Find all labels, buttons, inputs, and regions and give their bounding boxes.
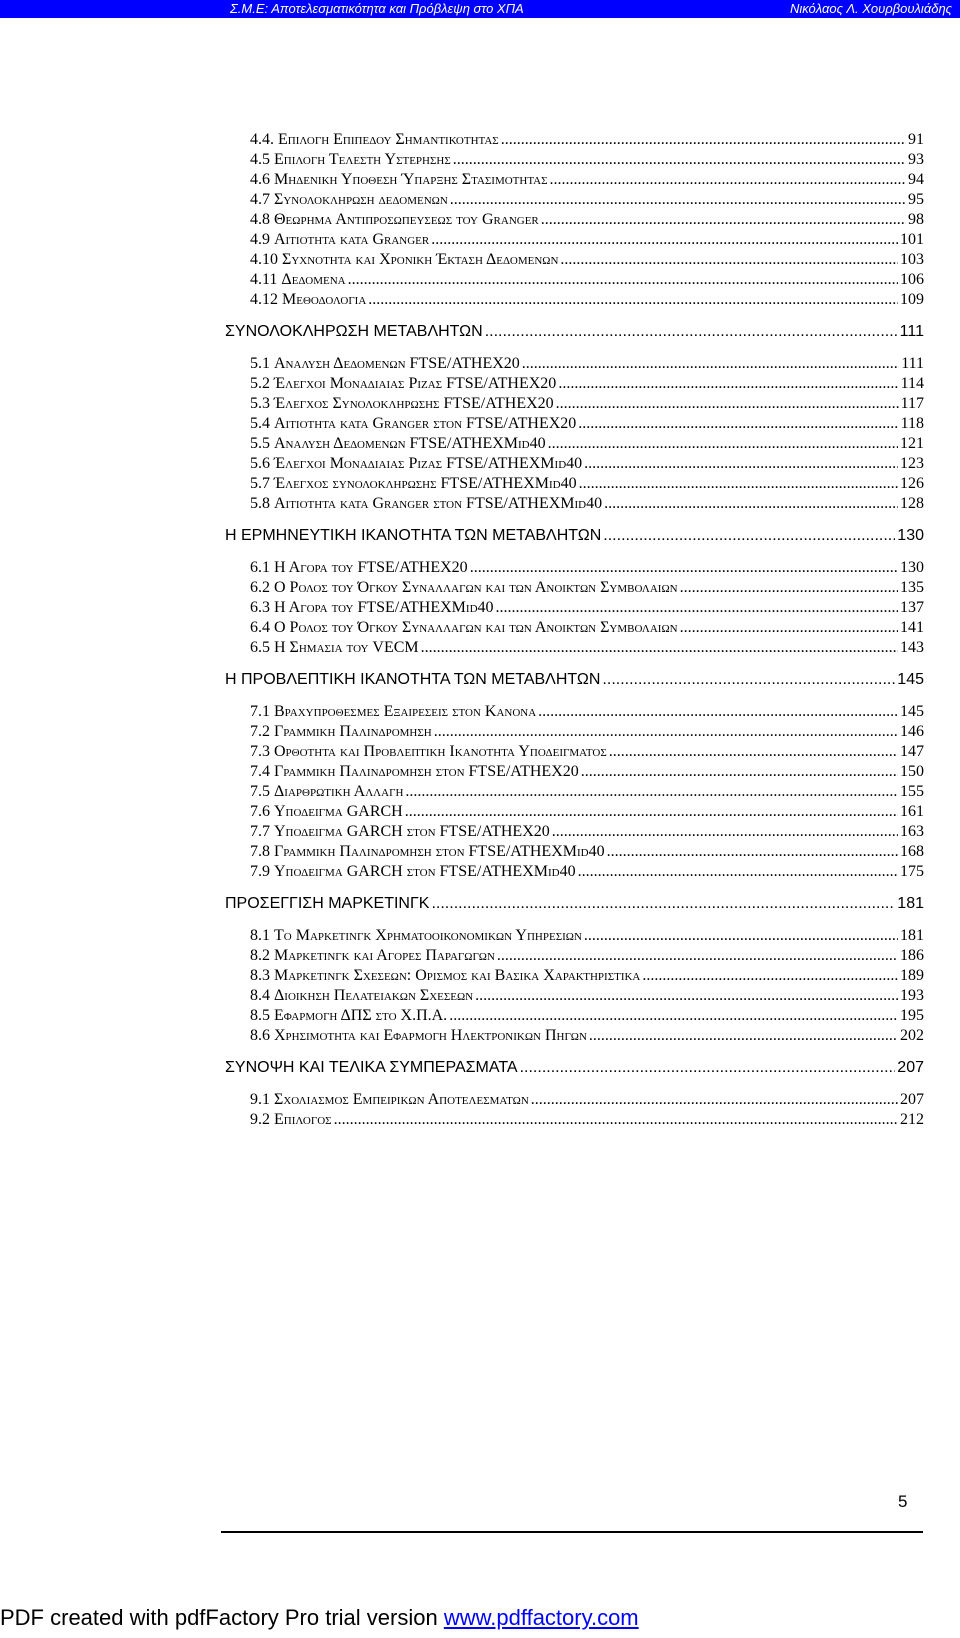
toc-entry-page: 123	[900, 455, 924, 472]
toc-leader-dots	[602, 667, 895, 693]
toc-leader-dots	[603, 523, 895, 549]
toc-entry-title: Έλεγχοι Μοναδιαιας Ριζας FTSE/ATHEXMid40	[274, 455, 583, 472]
toc-section-entry[interactable]	[250, 558, 924, 578]
toc-entry-title: Συχνοτητα και Χρονικη Έκταση Δεδομενων	[282, 251, 559, 268]
toc-leader-dots	[497, 946, 898, 966]
toc-entry-label	[250, 986, 473, 1006]
toc-entry-label	[250, 290, 366, 310]
toc-entry-number: 4.12	[250, 291, 278, 308]
toc-chapter-entry[interactable]	[225, 1055, 924, 1081]
toc-entry-title: Μαρκετινγκ Σχεσεων: Ορισμος και Βασικα Χαρακτηριστικα	[274, 967, 641, 984]
toc-entry-title: Διαρθρωτικη Αλλαγη	[274, 783, 404, 800]
toc-leader-dots	[556, 394, 899, 414]
toc-entry-title: Ο Ρολος του Όγκου Συναλλαγων και των Ανοικτων Συμβολαιων	[274, 619, 678, 636]
toc-entry-number: 9.2	[250, 1111, 270, 1128]
toc-section-entry[interactable]	[250, 1006, 924, 1026]
toc-entry-label	[250, 210, 539, 230]
toc-entry-label	[250, 722, 432, 742]
toc-section-entry[interactable]	[250, 230, 924, 250]
toc-entry-label	[250, 1090, 529, 1110]
toc-entry-label	[250, 394, 554, 414]
toc-entry-title: Ο Ρολος του Όγκου Συναλλαγων και των Ανοικτων Συμβολαιων	[274, 579, 678, 596]
toc-entry-label	[250, 374, 556, 394]
toc-entry-label	[225, 523, 601, 549]
toc-entry-title: Αιτιοτητα κατα Granger στον FTSE/ATHEX20	[274, 415, 577, 432]
toc-entry-title: Μεθοδολογια	[282, 291, 367, 308]
toc-entry-number: 8.2	[250, 947, 270, 964]
toc-entry-number: 7.3	[250, 743, 270, 760]
toc-entry-label	[250, 170, 548, 190]
toc-entry-number: 7.8	[250, 843, 270, 860]
toc-entry-title: Σχολιασμος Εμπειρικων Αποτελεσματων	[274, 1091, 529, 1108]
toc-entry-number: 6.4	[250, 619, 270, 636]
toc-leader-dots	[642, 966, 898, 986]
toc-entry-title: Υποδειγμα GARCH στον FTSE/ATHEX20	[274, 823, 550, 840]
toc-section-entry[interactable]	[250, 966, 924, 986]
toc-entry-label	[250, 230, 429, 250]
toc-entry-label	[250, 946, 495, 966]
toc-entry-number: 7.1	[250, 703, 270, 720]
toc-section-entry[interactable]	[250, 926, 924, 946]
toc-entry-page: 93	[908, 151, 924, 168]
toc-entry-number: 4.5	[250, 151, 270, 168]
toc-chapter-entry[interactable]	[225, 891, 924, 917]
toc-entry-page: 207	[900, 1091, 924, 1108]
toc-section-entry[interactable]	[250, 190, 924, 210]
toc-entry-number: 6.3	[250, 599, 270, 616]
toc-entry-page: 130	[900, 559, 924, 576]
toc-section-entry[interactable]	[250, 354, 924, 374]
toc-entry-label	[225, 667, 600, 693]
toc-entry-title: Επιλογη Τελεστη Υστερησης	[274, 151, 451, 168]
toc-section-entry[interactable]	[250, 130, 924, 150]
toc-section-entry[interactable]	[250, 270, 924, 290]
toc-leader-dots	[584, 454, 898, 474]
toc-entry-label	[250, 474, 577, 494]
toc-entry-label	[250, 190, 448, 210]
toc-entry-title: Μηδενικη Υποθεση Ύπαρξης Στασιμοτητας	[274, 171, 548, 188]
toc-entry-title: Επιλογη Επιπεδου Σημαντικοτητας	[278, 131, 499, 148]
running-header	[0, 0, 960, 18]
toc-entry-number: 8.3	[250, 967, 270, 984]
toc-leader-dots	[520, 1055, 896, 1081]
toc-leader-dots	[431, 891, 895, 917]
toc-entry-page: 155	[900, 783, 924, 800]
toc-entry-number: 4.4.	[250, 131, 274, 148]
toc-entry-page: 212	[900, 1111, 924, 1128]
toc-leader-dots	[541, 210, 906, 230]
toc-leader-dots	[434, 722, 898, 742]
toc-entry-label	[250, 782, 403, 802]
toc-section-entry[interactable]	[250, 702, 924, 722]
toc-leader-dots	[607, 842, 898, 862]
toc-entry-title: Υποδειγμα GARCH	[274, 803, 403, 820]
toc-section-entry[interactable]	[250, 374, 924, 394]
toc-entry-label	[250, 822, 550, 842]
toc-entry-number: 7.4	[250, 763, 270, 780]
toc-entry-page: 141	[900, 619, 924, 636]
toc-leader-dots	[579, 474, 898, 494]
toc-leader-dots	[550, 170, 906, 190]
toc-section-entry[interactable]	[250, 1110, 924, 1130]
toc-entry-title: Εφαρμογη ΔΠΣ στο Χ.Π.Α.	[274, 1007, 448, 1024]
toc-entry-label	[250, 150, 451, 170]
toc-leader-dots	[421, 638, 898, 658]
toc-entry-page: 181	[900, 927, 924, 944]
toc-leader-dots	[680, 618, 898, 638]
toc-entry-title: Διοικηση Πελατειακων Σχεσεων	[274, 987, 474, 1004]
toc-leader-dots	[531, 1090, 898, 1110]
toc-section-entry[interactable]	[250, 250, 924, 270]
toc-entry-page: 202	[900, 1027, 924, 1044]
toc-section-entry[interactable]	[250, 210, 924, 230]
toc-entry-number: 8.4	[250, 987, 270, 1004]
toc-entry-number: 5.3	[250, 395, 270, 412]
toc-entry-page: 111	[901, 355, 924, 372]
toc-entry-label	[225, 1055, 518, 1081]
toc-section-entry[interactable]	[250, 742, 924, 762]
toc-entry-page: 137	[900, 599, 924, 616]
toc-entry-number: 7.6	[250, 803, 270, 820]
toc-entry-number: 5.1	[250, 355, 270, 372]
toc-leader-dots	[334, 1110, 898, 1130]
toc-entry-number: 5.7	[250, 475, 270, 492]
toc-section-entry[interactable]	[250, 414, 924, 434]
toc-entry-title: ΠΡΟΣΕΓΓΙΣΗ ΜΑΡΚΕΤΙΝΓΚ	[225, 895, 430, 912]
toc-entry-page: 114	[900, 375, 924, 392]
pdf-creator-note	[0, 1605, 639, 1631]
toc-leader-dots	[501, 130, 906, 150]
toc-entry-number: 5.5	[250, 435, 270, 452]
toc-entry-page: 207	[897, 1059, 924, 1076]
toc-section-entry[interactable]	[250, 170, 924, 190]
toc-entry-page: 106	[900, 271, 924, 288]
toc-section-entry[interactable]	[250, 394, 924, 414]
toc-entry-number: 7.5	[250, 783, 270, 800]
toc-entry-label	[250, 578, 678, 598]
toc-section-entry[interactable]	[250, 802, 924, 822]
toc-entry-title: Γραμμικη Παλινδρομηση	[274, 723, 432, 740]
toc-entry-page: 145	[897, 671, 924, 688]
toc-entry-title: Γραμμικη Παλινδρομηση στον FTSE/ATHEXMid40	[274, 843, 605, 860]
toc-entry-label	[250, 638, 419, 658]
toc-entry-page: 186	[900, 947, 924, 964]
toc-leader-dots	[552, 822, 898, 842]
pdffactory-link[interactable]: www.pdffactory.com	[443, 1605, 639, 1630]
toc-entry-title: Έλεγχος Συνολοκληρωσης FTSE/ATHEX20	[274, 395, 554, 412]
toc-entry-label	[250, 250, 558, 270]
toc-leader-dots	[680, 578, 898, 598]
toc-entry-label	[250, 494, 602, 514]
toc-entry-number: 5.4	[250, 415, 270, 432]
toc-section-entry[interactable]	[250, 986, 924, 1006]
toc-entry-page: 98	[908, 211, 924, 228]
toc-entry-label	[250, 742, 607, 762]
toc-entry-label	[250, 270, 346, 290]
toc-leader-dots	[578, 414, 898, 434]
toc-entry-number: 6.5	[250, 639, 270, 656]
toc-entry-label	[250, 414, 576, 434]
toc-entry-title: Έλεγχοι Μοναδιαιας Ριζας FTSE/ATHEX20	[274, 375, 557, 392]
toc-entry-label	[250, 1006, 447, 1026]
toc-entry-title: Γραμμικη Παλινδρομηση στον FTSE/ATHEX20	[274, 763, 579, 780]
toc-entry-number: 8.1	[250, 927, 270, 944]
toc-section-entry[interactable]	[250, 494, 924, 514]
toc-entry-title: Χρησιμοτητα και Εφαρμογη Ηλεκτρονικων Πηγων	[274, 1027, 587, 1044]
toc-leader-dots	[578, 862, 898, 882]
toc-leader-dots	[431, 230, 898, 250]
toc-section-entry[interactable]	[250, 862, 924, 882]
toc-entry-title: Η Αγορα του FTSE/ATHEXMid40	[274, 599, 494, 616]
toc-entry-page: 128	[900, 495, 924, 512]
toc-entry-number: 6.1	[250, 559, 270, 576]
toc-entry-title: Αιτιοτητα κατα Granger στον FTSE/ATHEXMid40	[274, 495, 603, 512]
toc-entry-label	[250, 1026, 587, 1046]
toc-entry-title: Αναλυση Δεδομενων FTSE/ATHEX20	[274, 355, 520, 372]
page-number: 5	[898, 1492, 908, 1511]
toc-section-entry[interactable]	[250, 842, 924, 862]
toc-entry-number: 5.8	[250, 495, 270, 512]
toc-section-entry[interactable]	[250, 946, 924, 966]
toc-section-entry[interactable]	[250, 434, 924, 454]
toc-entry-title: Μαρκετινγκ και Αγορες Παραγωγων	[274, 947, 495, 964]
toc-entry-page: 193	[900, 987, 924, 1004]
toc-entry-page: 111	[899, 323, 924, 340]
toc-chapter-entry[interactable]	[225, 523, 924, 549]
toc-entry-label	[250, 862, 576, 882]
toc-entry-page: 130	[897, 527, 924, 544]
toc-entry-number: 9.1	[250, 1091, 270, 1108]
toc-entry-page: 94	[908, 171, 924, 188]
toc-entry-page: 101	[900, 231, 924, 248]
toc-entry-title: Θεωρημα Αντιπροσωπευσεως του Granger	[274, 211, 539, 228]
table-of-contents	[225, 130, 924, 1130]
toc-entry-title: Η ΕΡΜΗΝΕΥΤΙΚΗ ΙΚΑΝΟΤΗΤΑ ΤΩΝ ΜΕΤΑΒΛΗΤΩΝ	[225, 527, 602, 544]
toc-entry-page: 195	[900, 1007, 924, 1024]
toc-entry-page: 121	[900, 435, 924, 452]
toc-entry-page: 175	[900, 863, 924, 880]
toc-entry-title: Το Μαρκετινγκ Χρηματοοικονομικων Υπηρεσιων	[274, 927, 582, 944]
toc-leader-dots	[449, 1006, 898, 1026]
toc-entry-number: 4.11	[250, 271, 278, 288]
toc-entry-label	[250, 558, 468, 578]
toc-entry-number: 8.6	[250, 1027, 270, 1044]
toc-entry-label	[250, 434, 546, 454]
toc-entry-title: ΣΥΝΟΨΗ ΚΑΙ ΤΕΛΙΚΑ ΣΥΜΠΕΡΑΣΜΑΤΑ	[225, 1059, 518, 1076]
toc-entry-page: 145	[900, 703, 924, 720]
toc-leader-dots	[581, 762, 898, 782]
toc-entry-page: 150	[900, 763, 924, 780]
toc-leader-dots	[470, 558, 898, 578]
toc-entry-page: 117	[900, 395, 924, 412]
toc-section-entry[interactable]	[250, 454, 924, 474]
toc-entry-title: Η Σημασια του VECM	[274, 639, 419, 656]
toc-entry-label	[250, 762, 579, 782]
toc-entry-number: 4.6	[250, 171, 270, 188]
toc-entry-number: 5.6	[250, 455, 270, 472]
toc-entry-label	[250, 966, 640, 986]
toc-section-entry[interactable]	[250, 578, 924, 598]
toc-entry-label	[250, 354, 520, 374]
toc-entry-number: 7.7	[250, 823, 270, 840]
toc-entry-title: Αιτιοτητα κατα Granger	[274, 231, 430, 248]
toc-entry-number: 4.10	[250, 251, 278, 268]
toc-entry-title: Υποδειγμα GARCH στον FTSE/ATHEXMid40	[274, 863, 576, 880]
toc-leader-dots	[560, 250, 898, 270]
toc-entry-page: 163	[900, 823, 924, 840]
toc-section-entry[interactable]	[250, 762, 924, 782]
toc-entry-number: 4.8	[250, 211, 270, 228]
toc-leader-dots	[604, 494, 898, 514]
toc-entry-title: Η ΠΡΟΒΛΕΠΤΙΚΗ ΙΚΑΝΟΤΗΤΑ ΤΩΝ ΜΕΤΑΒΛΗΤΩΝ	[225, 671, 601, 688]
toc-entry-label	[225, 319, 483, 345]
toc-entry-number: 4.7	[250, 191, 270, 208]
toc-entry-title: Η Αγορα του FTSE/ATHEX20	[274, 559, 468, 576]
toc-entry-title: Δεδομενα	[281, 271, 346, 288]
toc-chapter-entry[interactable]	[225, 667, 924, 693]
toc-leader-dots	[589, 1026, 898, 1046]
toc-entry-label	[250, 842, 605, 862]
toc-entry-label	[250, 1110, 332, 1130]
toc-section-entry[interactable]	[250, 1026, 924, 1046]
toc-leader-dots	[538, 702, 898, 722]
toc-entry-page: 161	[900, 803, 924, 820]
toc-section-entry[interactable]	[250, 1090, 924, 1110]
toc-section-entry[interactable]	[250, 618, 924, 638]
toc-entry-page: 143	[900, 639, 924, 656]
toc-entry-number: 4.9	[250, 231, 270, 248]
toc-entry-label	[250, 926, 582, 946]
toc-entry-label	[250, 454, 582, 474]
toc-leader-dots	[405, 782, 898, 802]
toc-leader-dots	[485, 319, 898, 345]
toc-entry-label	[250, 598, 494, 618]
toc-entry-title: Έλεγχος συνολοκληρωσης FTSE/ATHEXMid40	[274, 475, 577, 492]
toc-entry-number: 8.5	[250, 1007, 270, 1024]
toc-leader-dots	[475, 986, 898, 1006]
toc-entry-page: 95	[908, 191, 924, 208]
pdf-creator-text: PDF created with pdfFactory Pro trial version	[0, 1605, 444, 1630]
toc-entry-page: 146	[900, 723, 924, 740]
toc-section-entry[interactable]	[250, 474, 924, 494]
toc-entry-title: Βραχυπροθεσμες Εξαιρεσεις στον Κανονα	[274, 703, 537, 720]
toc-entry-page: 189	[900, 967, 924, 984]
toc-entry-page: 126	[900, 475, 924, 492]
toc-entry-title: ΣΥΝΟΛΟΚΛΗΡΩΣΗ ΜΕΤΑΒΛΗΤΩΝ	[225, 323, 483, 340]
toc-entry-number: 7.9	[250, 863, 270, 880]
toc-entry-page: 181	[897, 895, 924, 912]
toc-entry-label	[250, 802, 403, 822]
toc-leader-dots	[405, 802, 898, 822]
toc-section-entry[interactable]	[250, 782, 924, 802]
toc-entry-page: 109	[900, 291, 924, 308]
toc-entry-title: Επιλογος	[274, 1111, 332, 1128]
toc-entry-title: Ορθοτητα και Προβλεπτικη Ικανοτητα Υποδειγματος	[274, 743, 607, 760]
toc-section-entry[interactable]	[250, 598, 924, 618]
toc-entry-number: 6.2	[250, 579, 270, 596]
toc-entry-page: 147	[900, 743, 924, 760]
toc-entry-label	[225, 891, 429, 917]
toc-section-entry[interactable]	[250, 822, 924, 842]
toc-leader-dots	[609, 742, 898, 762]
toc-entry-number: 7.2	[250, 723, 270, 740]
toc-entry-title: Συνολοκληρωση δεδομενων	[274, 191, 448, 208]
toc-leader-dots	[453, 150, 906, 170]
toc-section-entry[interactable]	[250, 150, 924, 170]
toc-entry-label	[250, 618, 678, 638]
toc-section-entry[interactable]	[250, 722, 924, 742]
footer-rule	[221, 1531, 923, 1533]
toc-entry-title: Αναλυση Δεδομενων FTSE/ATHEXMid40	[274, 435, 546, 452]
toc-entry-label	[250, 130, 499, 150]
toc-leader-dots	[522, 354, 899, 374]
header-author: Νικόλαος Λ. Χουρβουλιάδης	[789, 1, 952, 16]
toc-entry-page: 118	[900, 415, 924, 432]
toc-leader-dots	[584, 926, 898, 946]
toc-entry-page: 168	[900, 843, 924, 860]
toc-entry-label	[250, 702, 536, 722]
toc-entry-page: 91	[908, 131, 924, 148]
toc-leader-dots	[368, 290, 898, 310]
toc-leader-dots	[558, 374, 898, 394]
toc-entry-number: 5.2	[250, 375, 270, 392]
toc-leader-dots	[450, 190, 906, 210]
toc-chapter-entry[interactable]	[225, 319, 924, 345]
toc-section-entry[interactable]	[250, 638, 924, 658]
toc-entry-page: 135	[900, 579, 924, 596]
toc-leader-dots	[348, 270, 898, 290]
header-title: Σ.Μ.Ε: Αποτελεσματικότητα και Πρόβλεψη στο ΧΠΑ	[230, 1, 524, 16]
toc-entry-page: 103	[900, 251, 924, 268]
toc-leader-dots	[548, 434, 898, 454]
toc-leader-dots	[496, 598, 898, 618]
toc-section-entry[interactable]	[250, 290, 924, 310]
